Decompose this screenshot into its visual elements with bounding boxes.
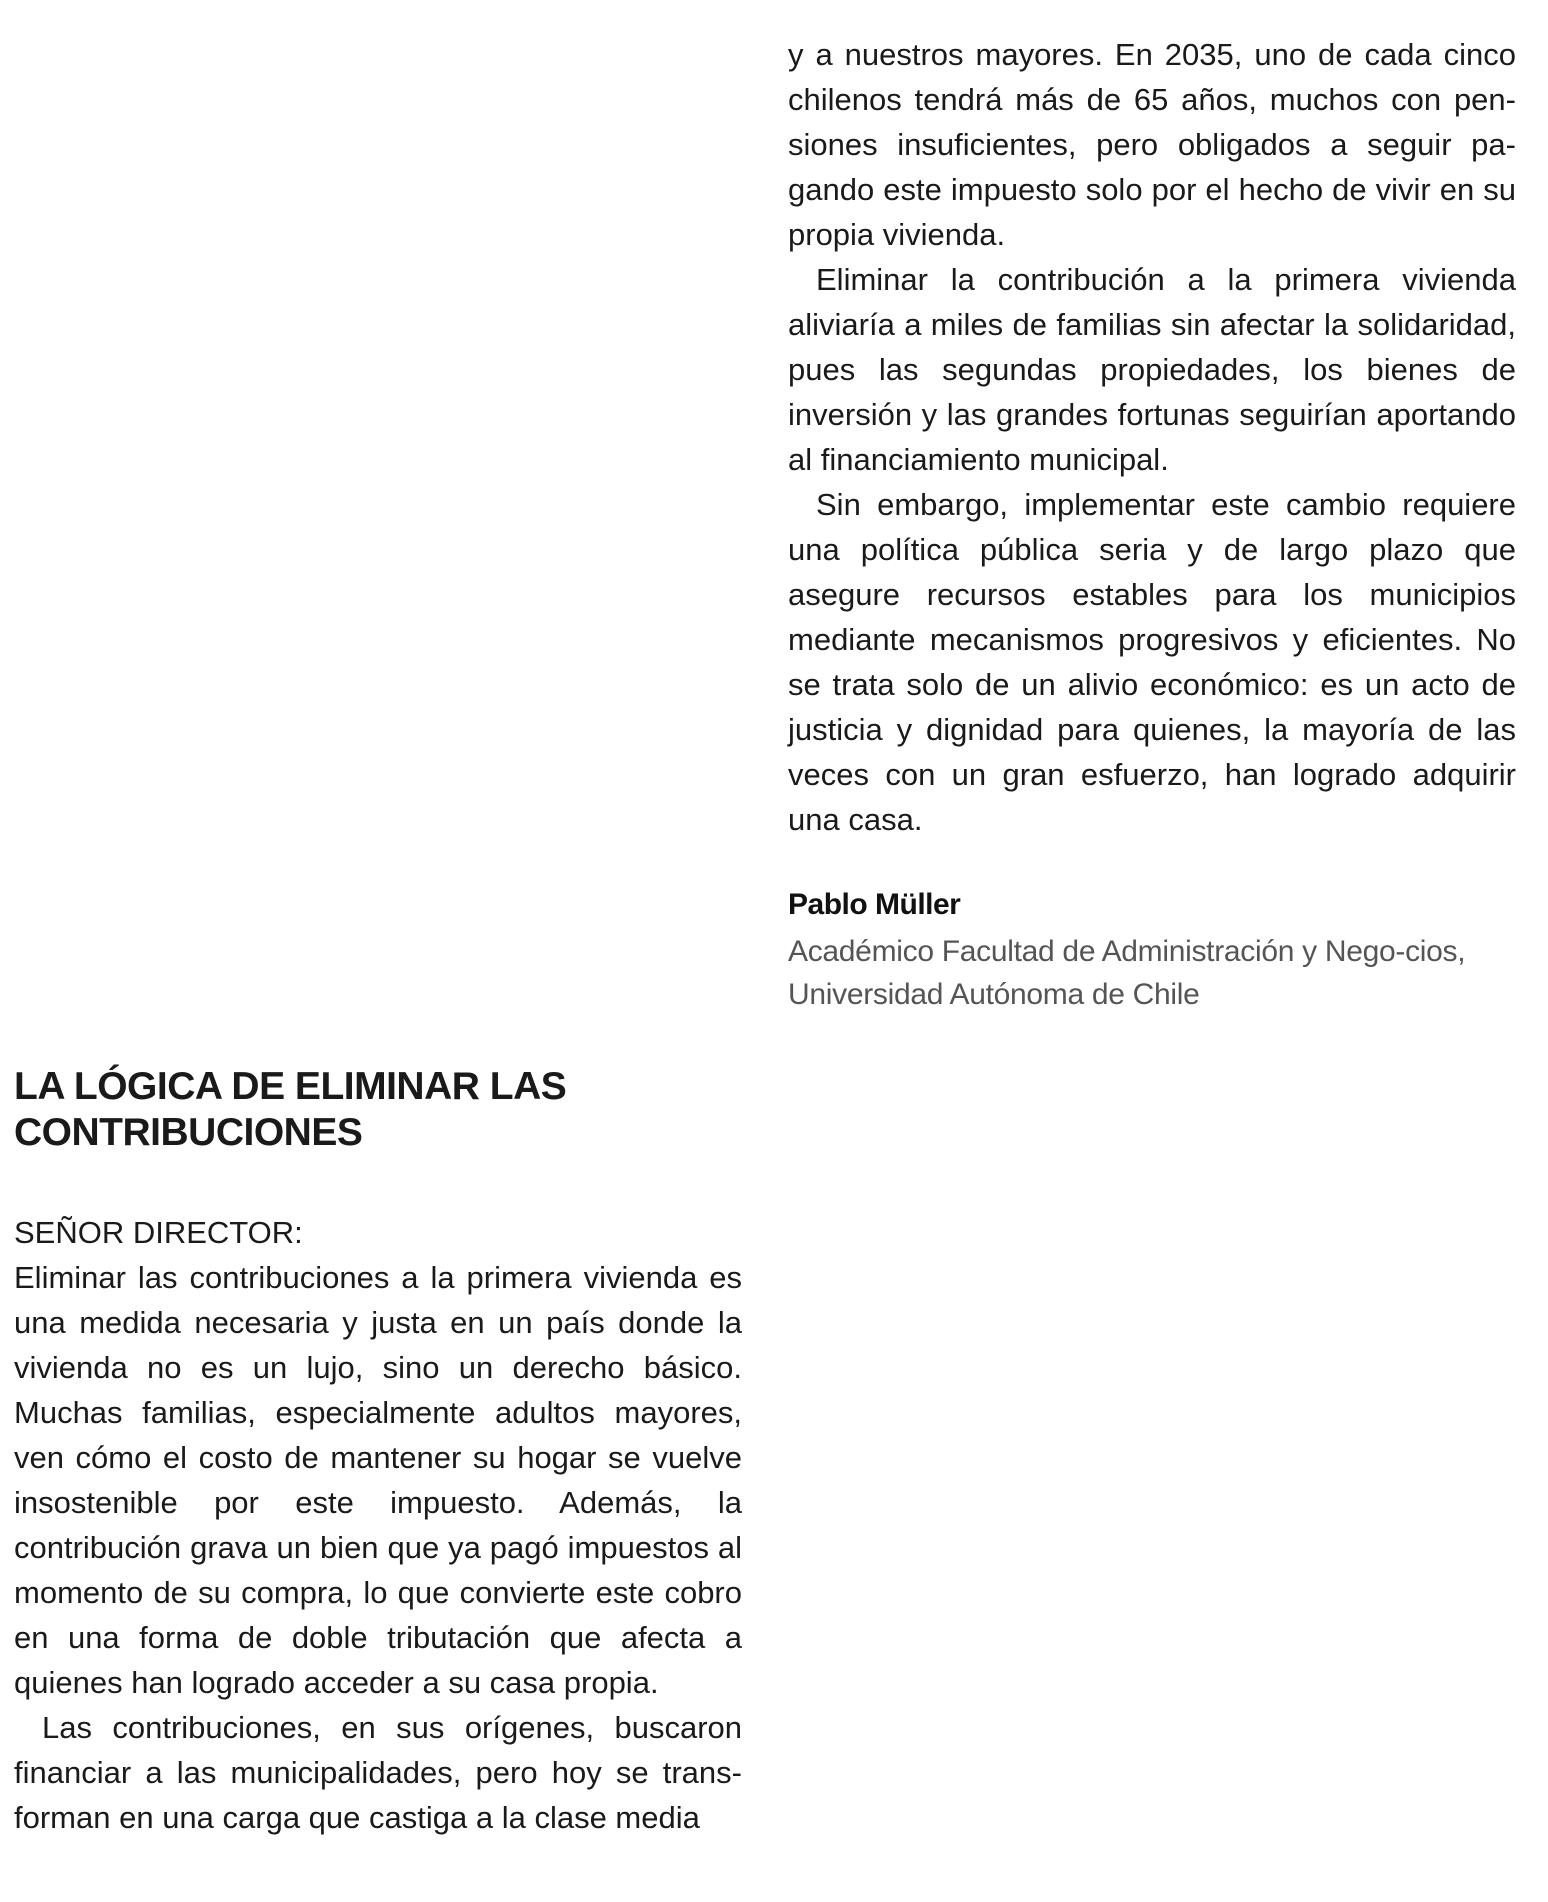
paragraph-2: Eliminar la contribución a la primera vivienda aliviaría a miles de familias sin afectar la solidaridad, pues las segundas propiedades, los bienes de inversión y las grandes fortunas seguirían aportando al financiamiento municipal. xyxy=(788,262,1516,477)
letter-headline: LA LÓGICA DE ELIMINAR LAS CONTRIBUCIONES xyxy=(14,1065,567,1154)
right-column xyxy=(788,32,1516,842)
letter-body xyxy=(14,1255,742,1840)
letter-paragraph-2: Las contribuciones, en sus orígenes, buscaron financiar a las municipalidades, pero hoy se transforman en una carga que castiga a la clase media xyxy=(14,1710,742,1835)
letter-salutation: SEÑOR DIRECTOR: xyxy=(14,1215,303,1250)
author-name: Pablo Müller xyxy=(788,888,961,921)
paragraph-1: y a nuestros mayores. En 2035, uno de cada cinco chilenos tendrá más de 65 años, muchos con pensiones insuficientes, pero obligados a seguir pagando este impuesto solo por el hecho de vivir en su propia vivienda. xyxy=(788,37,1516,252)
letter-paragraph-1: Eliminar las contribuciones a la primera vivienda es una medida necesaria y justa en un país donde la vivienda no es un lujo, sino un derecho básico. Muchas familias, especialmente adultos mayores, ven cómo el costo de mantener su hogar se vuelve insostenible por este impuesto. Además, la contribución grava un bien que ya pagó impuestos al momento de su compra, lo que convierte este cobro en una forma de doble tributación que afecta a quienes han logrado acceder a su casa propia. xyxy=(14,1260,742,1700)
author-role: Académico Facultad de Administración y Nego-cios, Universidad Autónoma de Chile xyxy=(788,935,1466,1011)
paragraph-3: Sin embargo, implementar este cambio requiere una política pública seria y de largo plazo que asegure recursos estables para los municipios mediante mecanismos progresivos y eficientes. No se trata solo de un alivio económico: es un acto de justicia y dignidad para quienes, la mayoría de las veces con un gran esfuerzo, han logrado adquirir una casa. xyxy=(788,487,1516,837)
